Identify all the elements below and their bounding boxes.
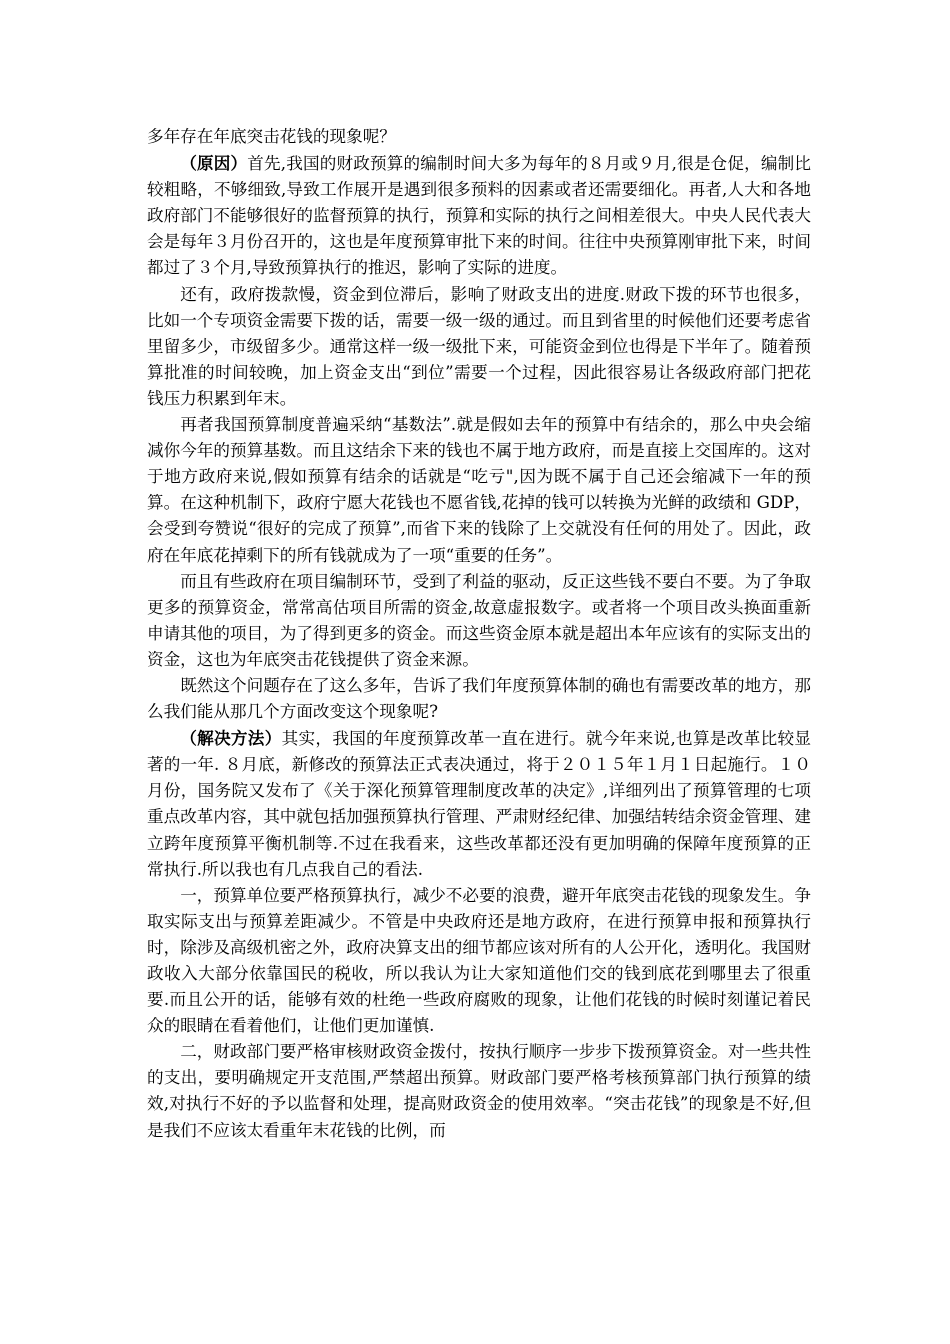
section-label-solution: （解决方法） — [180, 728, 282, 749]
paragraph-7 — [147, 725, 811, 883]
paragraph-text: 而且有些政府在项目编制环节，受到了利益的驱动，反正这些钱不要白不要。为了争取更多的预算资金，常常高估项目所需的资金,故意虚报数字。或者将一个项目改头换面重新申请其他的项目，为了得到更多的资金。而这些资金原本就是超出本年应该有的实际支出的资金，这也为年底突击花钱提供了资金来源。 — [147, 571, 811, 669]
paragraph-text: 再者我国预算制度普遍采纳“基数法”.就是假如去年的预算中有结余的，那么中央会缩减你今年的预算基数。而且这结余下来的钱也不属于地方政府，而是直接上交国库的。这对于地方政府来说,假如预算有结余的话就是“吃亏",因为既不属于自己还会缩减下一年的预算。在这种机制下，政府宁愿大花钱也不愿省钱,花掉的钱可以转换为光鲜的政绩和 GDP，会受到夸赞说“很好的完成了预算”,而省下来的钱除了上交就没有任何的用处了。因此，政府在年底花掉剩下的所有钱就成为了一项“重要的任务”。 — [147, 415, 811, 565]
paragraph-text: 还有，政府拨款慢，资金到位滞后，影响了财政支出的进度.财政下拨的环节也很多，比如一个专项资金需要下拨的话，需要一级一级的通过。而且到省里的时候他们还要考虑省里留多少，市级留多少。通常这样一级一级批下来，可能资金到位也得是下半年了。随着预算批准的时间较晚，加上资金支出“到位”需要一个过程，因此很容易让各级政府部门把花钱压力积累到年末。 — [147, 284, 811, 408]
paragraph-9 — [147, 1039, 811, 1143]
paragraph-text: 一，预算单位要严格预算执行，减少不必要的浪费，避开年底突击花钱的现象发生。争取实际支出与预算差距减少。不管是中央政府还是地方政府，在进行预算申报和预算执行时，除涉及高级机密之外，政府决算支出的细节都应该对所有的人公开化，透明化。我国财政收入大部分依靠国民的税收，所以我认为让大家知道他们交的钱到底花到哪里去了很重要.而且公开的话，能够有效的杜绝一些政府腐败的现象，让他们花钱的时候时刻谨记着民众的眼睛在看着他们，让他们更加谨慎. — [147, 885, 811, 1036]
paragraph-text: 多年存在年底突击花钱的现象呢？ — [147, 127, 396, 146]
document-page — [147, 124, 811, 1144]
paragraph-text: 首先,我国的财政预算的编制时间大多为每年的８月或９月,很是仓促，编制比较粗略，不够细致,导致工作展开是遇到很多预料的因素或者还需要细化。再者,人大和各地政府部门不能够很好的监督预算的执行，预算和实际的执行之间相差很大。中央人民代表大会是每年３月份召开的，这也是年度预算审批下来的时间。往往中央预算刚审批下来，时间都过了３个月,导致预算执行的推迟，影响了实际的进度。 — [147, 154, 811, 278]
paragraph-5 — [147, 569, 811, 673]
paragraph-3 — [147, 282, 811, 412]
section-label-reason: （原因） — [180, 153, 248, 174]
paragraph-4 — [147, 412, 811, 569]
paragraph-text: 既然这个问题存在了这么多年，告诉了我们年度预算体制的确也有需要改革的地方，那么我们能从那几个方面改变这个现象呢? — [147, 675, 811, 722]
paragraph-1 — [147, 124, 811, 150]
paragraph-text: 二，财政部门要严格审核财政资金拨付，按执行顺序一步步下拨预算资金。对一些共性的支出，要明确规定开支范围,严禁超出预算。财政部门要严格考核预算部门执行预算的绩效,对执行不好的予以监督和处理，提高财政资金的使用效率。“突击花钱”的现象是不好,但是我们不应该太看重年末花钱的比例，而 — [147, 1042, 811, 1140]
paragraph-8 — [147, 883, 811, 1040]
paragraph-2 — [147, 150, 811, 281]
paragraph-6 — [147, 673, 811, 725]
paragraph-text: 其实，我国的年度预算改革一直在进行。就今年来说,也算是改革比较显著的一年. ８月底，新修改的预算法正式表决通过，将于２０１５年１月１日起施行。１０月份，国务院又发布了《关于深化预算管理制度改革的决定》,详细列出了预算管理的七项重点改革内容，其中就包括加强预算执行管理、严肃财经纪律、加强结转结余资金管理、建立跨年度预算平衡机制等.不过在我看来，这些改革都还没有更加明确的保障年度预算的正常执行.所以我也有几点我自己的看法. — [147, 729, 811, 879]
